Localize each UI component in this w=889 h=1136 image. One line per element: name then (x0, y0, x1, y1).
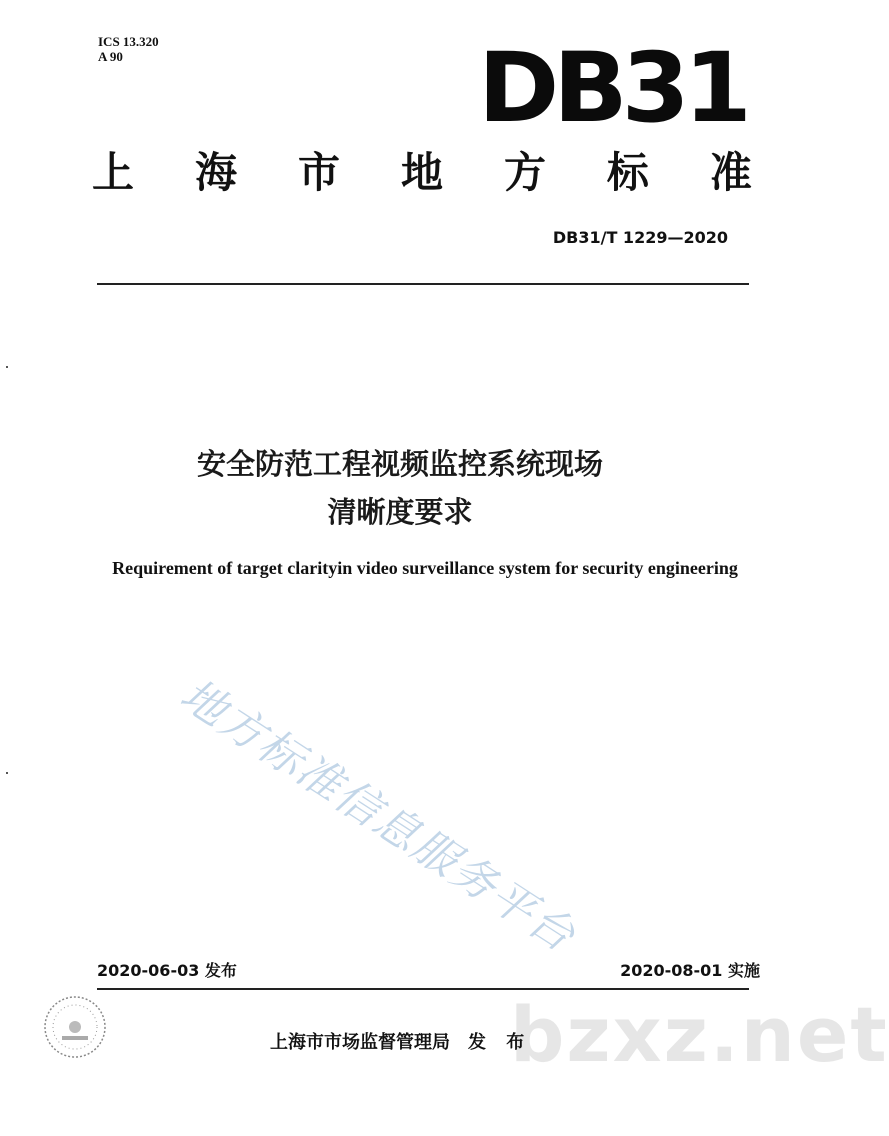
chinese-title (0, 440, 800, 536)
chinese-title-line-2: 清晰度要求 (327, 495, 473, 529)
issue-date: 2020-06-03 发布 (97, 961, 237, 980)
standard-type-char: 海 (194, 148, 237, 197)
standard-type-char: 市 (297, 148, 340, 197)
watermark-text: 地方标准信息服务平台 (171, 669, 585, 963)
standard-type-char: 准 (709, 148, 752, 197)
standard-type-char: 方 (503, 148, 546, 197)
circular-seal-icon (40, 992, 110, 1062)
scan-speck (6, 772, 8, 774)
db31-logo: DB31 (478, 32, 746, 144)
english-title: Requirement of target clarityin video surveillance system for security engineering (112, 558, 738, 578)
standard-type-char: 上 (92, 148, 135, 197)
standard-code: DB31/T 1229—2020 (552, 228, 728, 247)
top-divider (97, 283, 749, 285)
chinese-title-line-1: 安全防范工程视频监控系统现场 (196, 447, 603, 481)
ics-code: ICS 13.320 (98, 34, 159, 49)
standard-type-heading (92, 148, 752, 198)
classification-codes (98, 34, 159, 64)
scan-speck (6, 366, 8, 368)
publisher: 上海市市场监督管理局 发 布 (270, 1032, 525, 1053)
standard-type-char: 标 (606, 148, 649, 197)
ccs-code: A 90 (98, 49, 123, 64)
site-watermark: bzxz.net (510, 990, 889, 1079)
implementation-date: 2020-08-01 实施 (620, 961, 760, 980)
standard-type-char: 地 (400, 148, 443, 197)
